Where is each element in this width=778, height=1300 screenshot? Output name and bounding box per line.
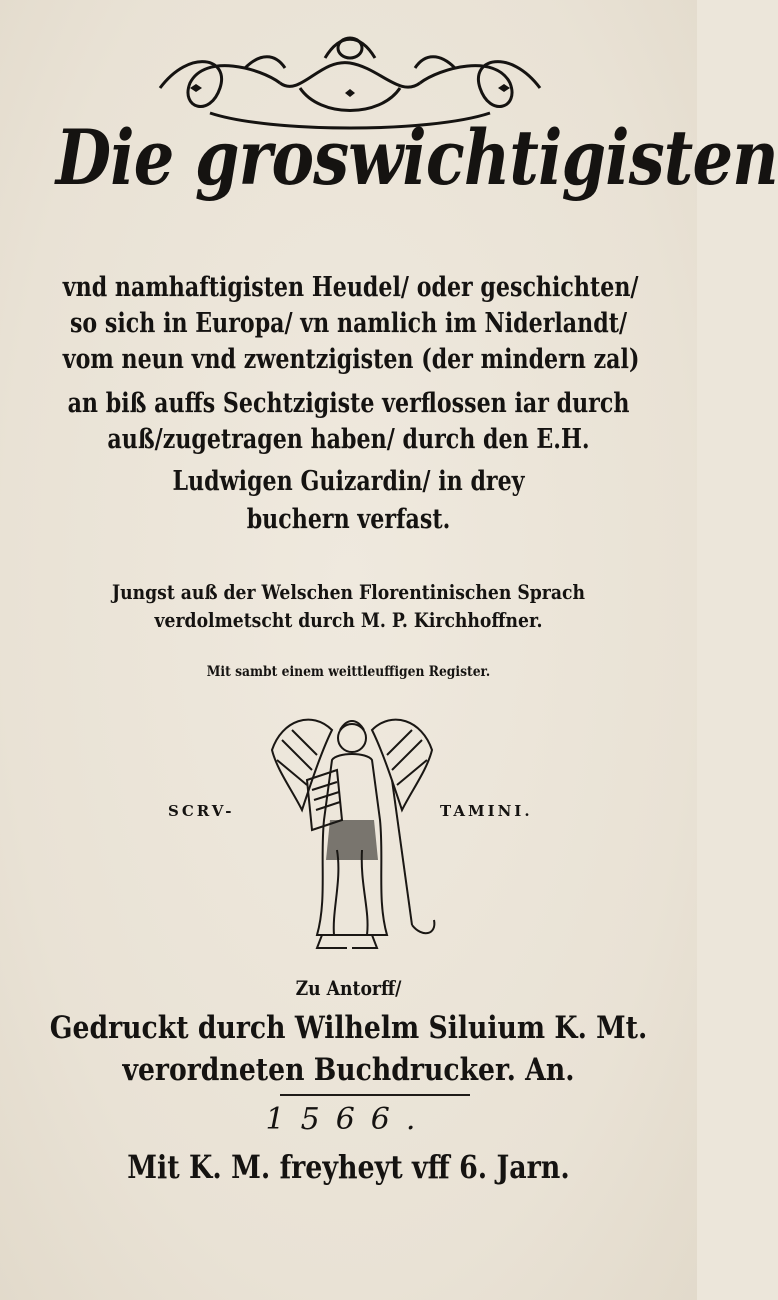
motto-left: SCRV-: [168, 802, 235, 820]
divider-rule: [280, 1094, 470, 1096]
register-line: Mit sambt einem weittleuffigen Register.: [206, 664, 491, 680]
place-line: Zu Antorff/: [295, 976, 402, 1000]
subtitle-line-6: Ludwigen Guizardin/ in drey: [172, 466, 525, 497]
translation-line-1: Jungst auß der Welschen Florentinischen Sprach: [112, 580, 585, 604]
subtitle-line-7: buchern verfast.: [246, 504, 451, 535]
book-title: Die groswichtigisten: [55, 113, 778, 202]
subtitle-line-1: vnd namhaftigisten Heudel/ oder geschichten/: [62, 272, 639, 303]
subtitle-line-2: so sich in Europa/ vn namlich im Niderlandt/: [69, 308, 628, 339]
printer-device-angel-woodcut: [262, 710, 442, 950]
translation-line-2: verdolmetscht durch M. P. Kirchhoffner.: [154, 608, 543, 632]
printer-line-1: Gedruckt durch Wilhelm Siluium K. Mt.: [49, 1010, 648, 1046]
motto-right: TAMINI.: [440, 802, 533, 820]
publication-year: 1566.: [265, 1102, 432, 1137]
subtitle-line-3: vom neun vnd zwentzigisten (der mindern zal): [62, 344, 640, 375]
privilege-line: Mit K. M. freyheyt vff 6. Jarn.: [127, 1148, 570, 1186]
printer-line-2: verordneten Buchdrucker. An.: [122, 1052, 575, 1088]
subtitle-line-5: auß/zugetragen haben/ durch den E.H.: [107, 424, 590, 455]
subtitle-line-4: an biß auffs Sechtzigiste verflossen iar durch: [67, 388, 630, 419]
